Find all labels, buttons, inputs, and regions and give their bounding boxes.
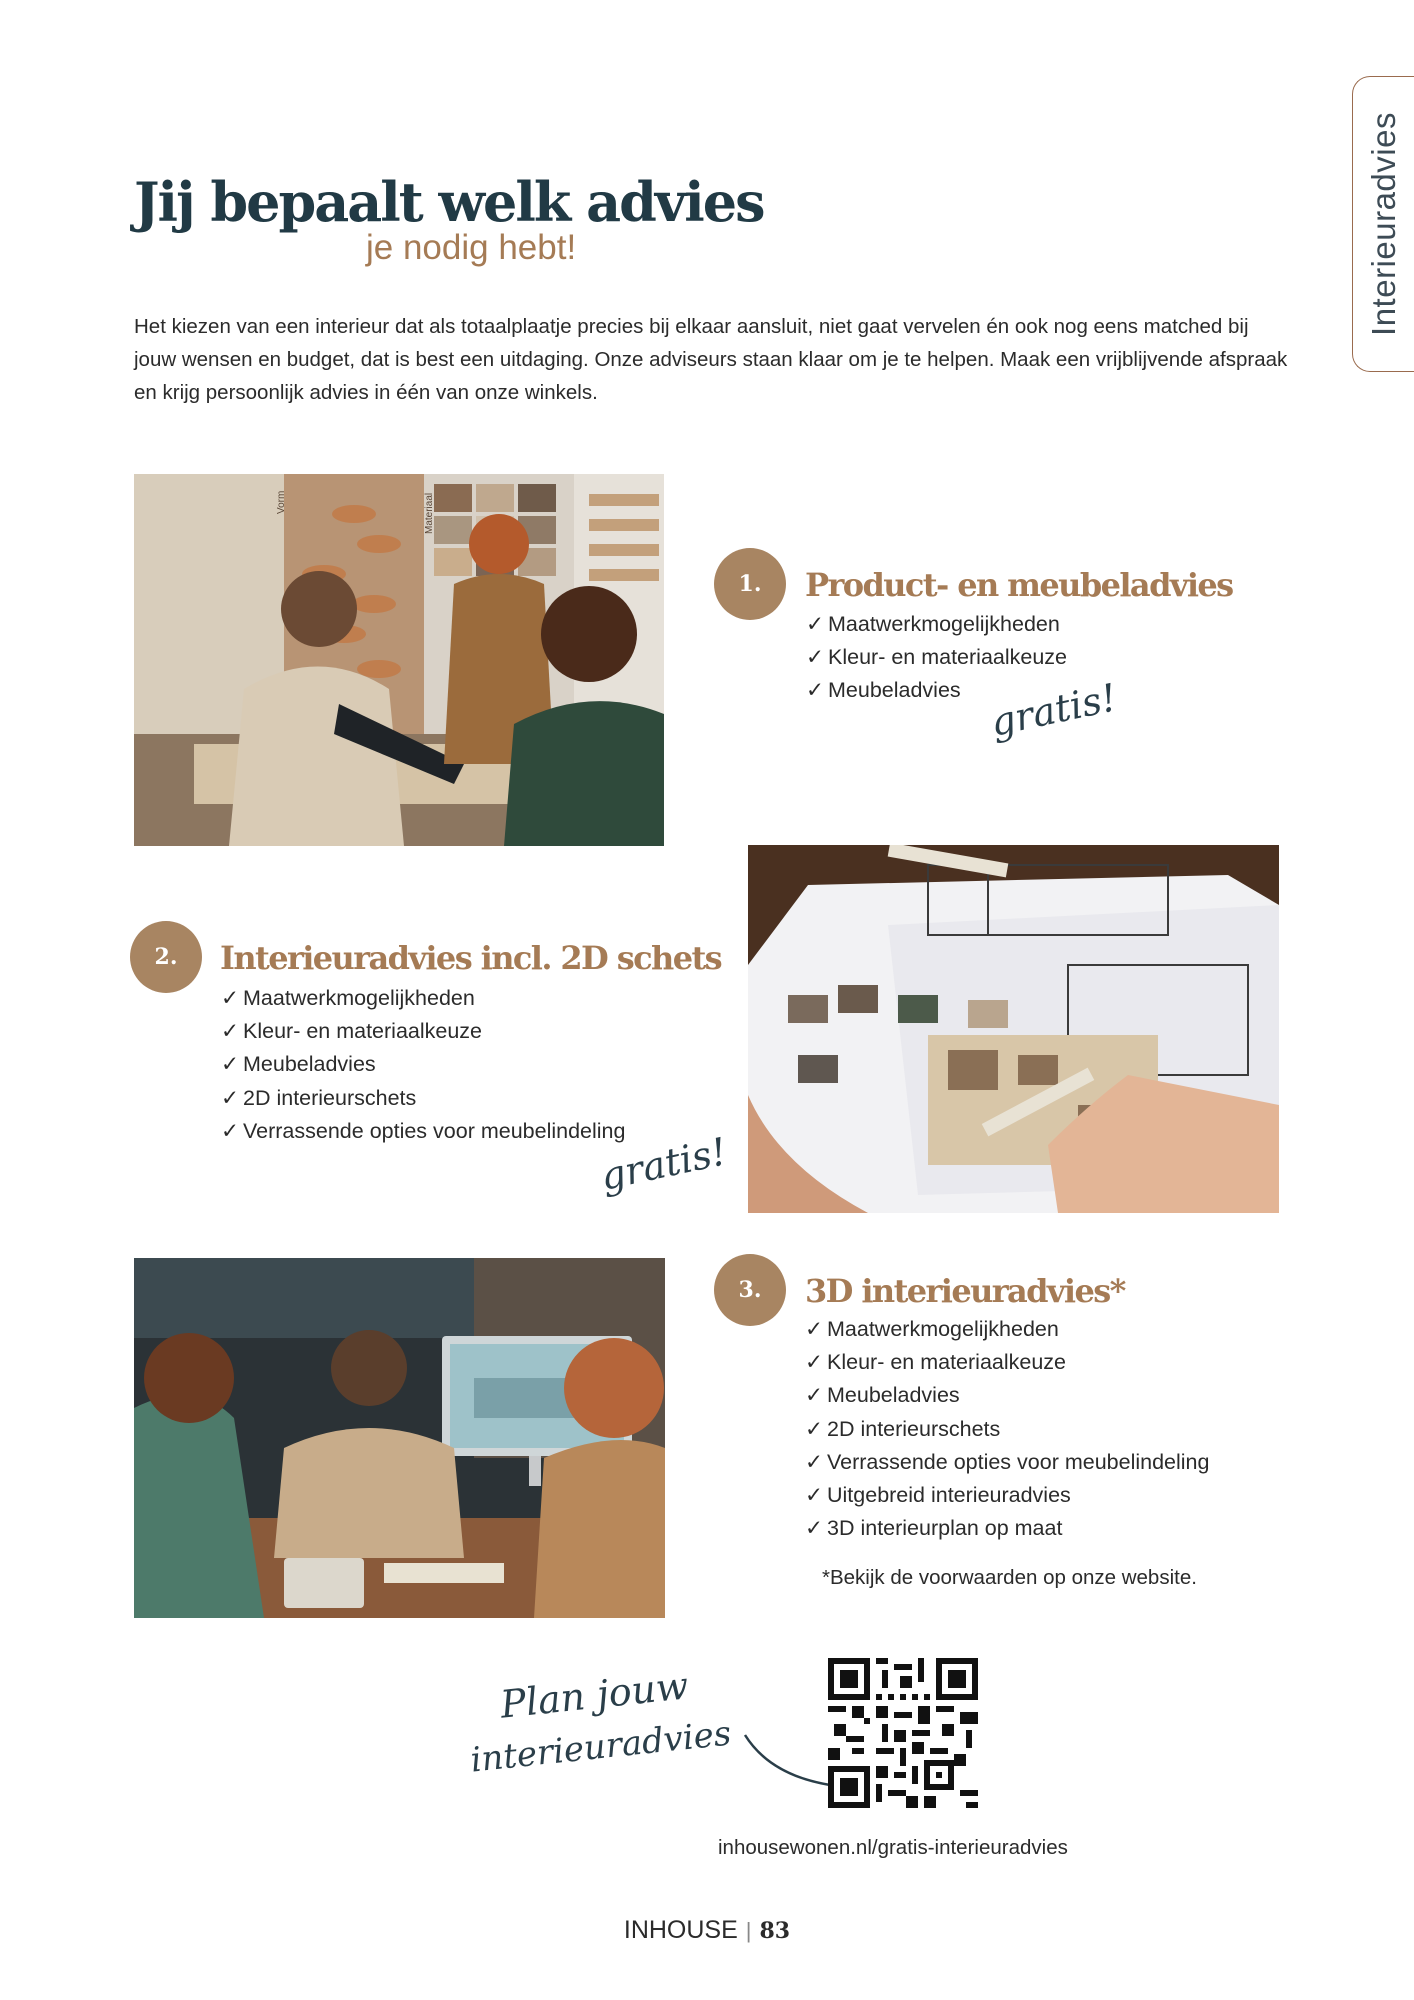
list-item: ✓ 2D interieurschets <box>805 1413 1209 1446</box>
page-number: 83 <box>759 1918 791 1944</box>
qr-code[interactable] <box>828 1658 978 1808</box>
section-tab-label: Interieuradvies <box>1364 112 1402 336</box>
list-item: ✓ Uitgebreid interieuradvies <box>805 1479 1209 1512</box>
footer-brand: INHOUSE <box>623 1916 738 1944</box>
check-icon: ✓ <box>805 1317 824 1341</box>
service-2-gratis: gratis! <box>596 1129 731 1199</box>
photo-2d-sketch <box>748 845 1279 1213</box>
service-2-list <box>221 982 625 1148</box>
list-item: ✓ 2D interieurschets <box>221 1082 625 1115</box>
check-icon: ✓ <box>806 645 825 670</box>
check-icon: ✓ <box>805 1416 824 1441</box>
list-item: ✓ Kleur- en materiaalkeuze <box>221 1015 625 1048</box>
page-title: Jij bepaalt welk advies <box>134 170 764 234</box>
service-3-list <box>805 1313 1209 1545</box>
list-item: ✓ Maatwerkmogelijkheden <box>806 608 1067 641</box>
check-icon: ✓ <box>221 1019 240 1044</box>
service-1-title: Product- en meubeladvies <box>805 566 1233 604</box>
cta-handwriting <box>470 1665 830 1795</box>
list-item: ✓ Verrassende opties voor meubelindeling <box>805 1446 1209 1479</box>
check-icon: ✓ <box>805 1483 824 1508</box>
check-icon: ✓ <box>805 1516 824 1541</box>
check-icon: ✓ <box>221 1085 240 1110</box>
intro-paragraph: Het kiezen van een interieur dat als totaalplaatje precies bij elkaar aansluit, niet gaat vervelen én ook nog eens matched bij jouw wensen en budget, dat is best een uitdaging. Onze adviseurs staan klaar om je te helpen. Maak een vrijblijvende afspraak en krijg persoonlijk advies in één van onze winkels. <box>134 315 1288 404</box>
check-icon: ✓ <box>221 986 240 1010</box>
website-url[interactable]: inhousewonen.nl/gratis-interieuradvies <box>718 1836 1068 1859</box>
list-item: ✓ Kleur- en materiaalkeuze <box>805 1346 1209 1379</box>
check-icon: ✓ <box>805 1383 824 1408</box>
list-item: ✓ Meubeladvies <box>806 674 1067 707</box>
service-1-gratis: gratis! <box>986 675 1121 745</box>
service-3-title: 3D interieuradvies* <box>805 1272 1125 1310</box>
service-3-number: 3. <box>714 1254 786 1326</box>
check-icon: ✓ <box>806 612 825 636</box>
cta-line-2: interieuradvies <box>468 1713 734 1781</box>
service-1-number: 1. <box>714 548 786 620</box>
list-item: ✓ Meubeladvies <box>805 1379 1209 1412</box>
page-footer <box>0 1916 1414 1945</box>
section-tab <box>1352 76 1414 372</box>
photo-product-advice <box>134 474 664 846</box>
check-icon: ✓ <box>805 1449 824 1474</box>
list-item: ✓ Maatwerkmogelijkheden <box>805 1313 1209 1346</box>
list-item: ✓ Verrassende opties voor meubelindeling <box>221 1115 625 1148</box>
list-item: ✓ Maatwerkmogelijkheden <box>221 982 625 1015</box>
check-icon: ✓ <box>221 1118 240 1143</box>
list-item: ✓ 3D interieurplan op maat <box>805 1512 1209 1545</box>
footer-separator: | <box>745 1918 752 1943</box>
service-2-number: 2. <box>130 921 202 993</box>
check-icon: ✓ <box>221 1052 240 1077</box>
photo-3d-advice <box>134 1258 665 1618</box>
photo-label-materiaal: Materiaal <box>424 492 435 534</box>
list-item: ✓ Kleur- en materiaalkeuze <box>806 641 1067 674</box>
check-icon: ✓ <box>805 1350 824 1375</box>
service-2-title: Interieuradvies incl. 2D schets <box>220 939 722 977</box>
cta-arrow-icon <box>740 1715 840 1795</box>
cta-line-1: Plan jouw <box>498 1663 691 1727</box>
photo-label-vorm: Vorm <box>276 490 287 514</box>
check-icon: ✓ <box>806 678 825 703</box>
list-item: ✓ Meubeladvies <box>221 1048 625 1081</box>
page-subtitle: je nodig hebt! <box>366 228 577 267</box>
terms-note: *Bekijk de voorwaarden op onze website. <box>822 1566 1197 1589</box>
